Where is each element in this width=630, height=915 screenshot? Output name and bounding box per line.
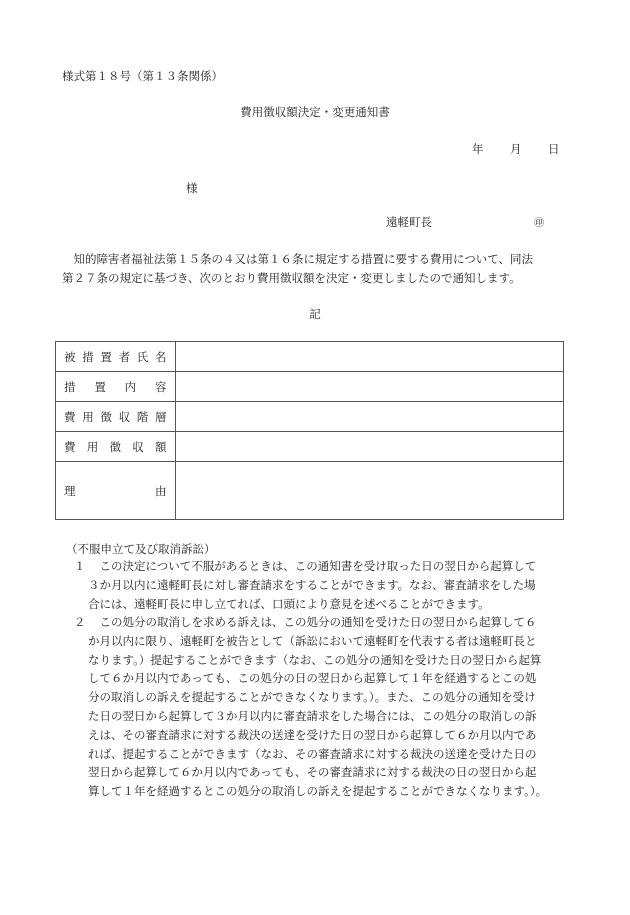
clause-line: か月以内に限り、遠軽町を被告として（訴訟において遠軽町を代表する者は遠軽町長と bbox=[88, 633, 537, 648]
clause-line: して６か月以内であっても、この処分の日の翌日から起算して１年を経過するとこの処 bbox=[88, 671, 537, 686]
clause-line: れば、提起することができます（なお、その審査請求に対する裁決の送達を受けた日の bbox=[88, 746, 537, 761]
row-label-measure-content: 措置内容 bbox=[56, 372, 176, 402]
form-number: 様式第１８号（第１３条関係） bbox=[62, 69, 223, 83]
clause-line: 算して１年を経過するとこの処分の取消しの訴えを提起することができなくなります。）。 bbox=[88, 784, 548, 799]
row-label-reason: 理由 bbox=[56, 462, 176, 520]
clause-line: 合には、遠軽町長に申し立てれば、口頭により意見を述べることができます。 bbox=[88, 596, 490, 611]
row-value-fee-amount bbox=[176, 432, 564, 462]
table-row bbox=[56, 462, 564, 520]
row-label-fee-amount: 費用徴収額 bbox=[56, 432, 176, 462]
table-row bbox=[56, 432, 564, 462]
row-value-measure-content bbox=[176, 372, 564, 402]
table-row bbox=[56, 402, 564, 432]
row-value-reason bbox=[176, 462, 564, 520]
seal-mark: ㊞ bbox=[534, 218, 544, 229]
body-text bbox=[62, 250, 582, 288]
body-line: 知的障害者福祉法第１５条の４又は第１６条に規定する措置に要する費用について、同法 bbox=[62, 252, 534, 266]
body-line: 第２７条の規定に基づき、次のとおり費用徴収額を決定・変更しましたので通知します。 bbox=[62, 271, 521, 285]
clause-number: １ bbox=[74, 559, 86, 573]
clause-line: ３か月以内に遠軽町長に対し審査請求をすることができます。なお、審査請求をした場 bbox=[88, 577, 536, 592]
row-label-fee-tier: 費用徴収階層 bbox=[56, 402, 176, 432]
clause-line: この決定について不服があるときは、この通知書を受け取った日の翌日から起算して bbox=[88, 559, 537, 573]
table-row bbox=[56, 372, 564, 402]
clause-line: えは、その審査請求に対する裁決の送達を受けた日の翌日から起算して６か月以内であ bbox=[88, 727, 537, 742]
row-value-fee-tier bbox=[176, 402, 564, 432]
clause-number: ２ bbox=[74, 615, 86, 629]
objection-title: （不服申立て及び取消訴訟） bbox=[66, 542, 216, 556]
clause-line: 翌日から起算して６か月以内であっても、その審査請求に対する裁決の日の翌日から起 bbox=[88, 765, 537, 780]
clause-line: なります。）提起することができます（なお、この処分の通知を受けた日の翌日から起算 bbox=[88, 652, 542, 667]
date-day-label: 日 bbox=[548, 142, 560, 156]
details-table bbox=[55, 341, 564, 520]
ki-heading: 記 bbox=[309, 307, 321, 321]
clause-text bbox=[88, 557, 536, 613]
clause-line: 分の取消しの訴えを提起することができなくなります。）。また、この処分の通知を受け bbox=[88, 690, 536, 705]
clause-text bbox=[88, 613, 547, 801]
document-title: 費用徴収額決定・変更通知書 bbox=[240, 105, 390, 119]
table-row bbox=[56, 342, 564, 372]
date-year-label: 年 bbox=[472, 142, 484, 156]
clause-line: た日の翌日から起算して３か月以内に審査請求をした場合には、この処分の取消しの訴 bbox=[88, 708, 537, 723]
issuer-name: 遠軽町長 bbox=[386, 215, 432, 229]
row-label-subject-name: 被措置者氏名 bbox=[56, 342, 176, 372]
addressee-suffix: 様 bbox=[186, 181, 198, 195]
row-value-subject-name bbox=[176, 342, 564, 372]
clause-line: この処分の取消しを求める訴えは、この処分の通知を受けた日の翌日から起算して６ bbox=[88, 615, 537, 629]
date-month-label: 月 bbox=[510, 142, 522, 156]
